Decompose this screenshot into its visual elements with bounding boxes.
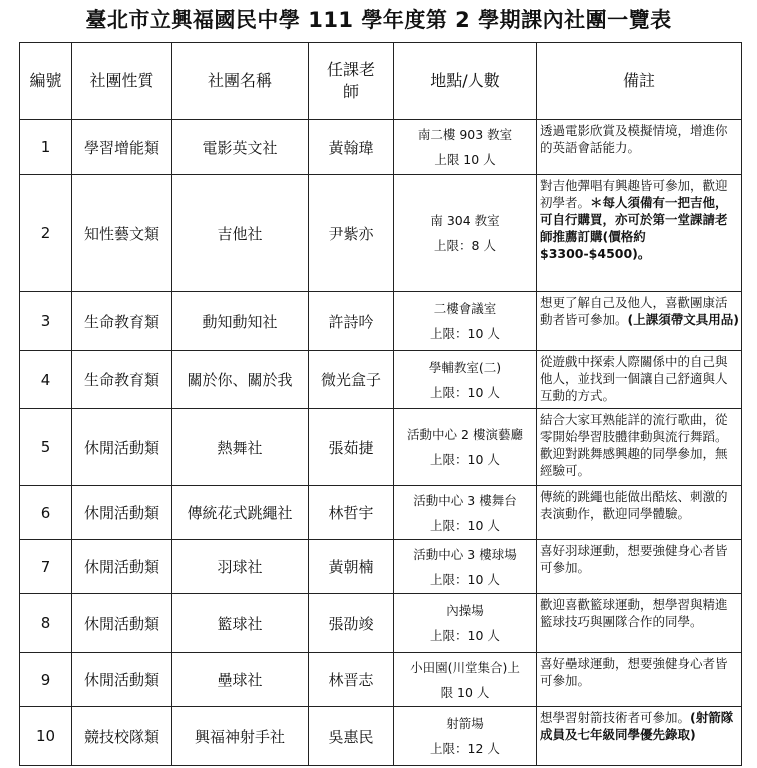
club-number: 9 [20,653,72,707]
location-text: 南 304 教室 [430,213,500,228]
capacity-text: 上限：10 人 [430,517,500,533]
capacity-text: 上限 10 人 [434,152,496,167]
club-type: 休閒活動類 [72,486,172,540]
club-type: 休閒活動類 [72,540,172,594]
table-row [20,292,742,351]
club-note [537,175,742,292]
header-note: 備註 [537,43,742,120]
club-number: 10 [20,707,72,766]
location-text: 活動中心 2 樓演藝廳 [407,427,523,442]
note-text: 結合大家耳熟能詳的流行歌曲，從零開始學習肢體律動與流行舞蹈。歡迎對跳舞感興趣的同學參加，無經驗可。 [540,412,728,478]
note-text: 透過電影欣賞及模擬情境，增進你的英語會話能力。 [540,123,728,155]
club-number: 3 [20,292,72,351]
club-location [394,292,537,351]
club-note [537,351,742,409]
club-type: 生命教育類 [72,351,172,409]
location-text: 小田園(川堂集合)上 [410,659,520,675]
club-name: 壘球社 [172,653,309,707]
table-row [20,540,742,594]
club-teacher: 林哲宇 [309,486,394,540]
club-type: 休閒活動類 [72,409,172,486]
club-location [394,653,537,707]
club-location [394,540,537,594]
club-name: 動知動知社 [172,292,309,351]
club-number: 8 [20,594,72,653]
location-text: 射箭場 [446,716,484,731]
note-text: 歡迎喜歡籃球運動，想學習與精進籃球技巧與團隊合作的同學。 [540,597,728,629]
club-type: 生命教育類 [72,292,172,351]
note-emphasis: (上課須帶文具用品) [627,312,739,327]
table-row [20,594,742,653]
club-type: 休閒活動類 [72,594,172,653]
table-row [20,351,742,409]
club-name: 電影英文社 [172,120,309,175]
table-row [20,707,742,766]
location-text: 活動中心 3 樓舞台 [413,492,517,508]
note-emphasis: (射箭隊成員及七年級同學優先錄取) [540,710,734,742]
club-name: 熱舞社 [172,409,309,486]
club-teacher: 吳惠民 [309,707,394,766]
club-location [394,594,537,653]
club-number: 4 [20,351,72,409]
capacity-text: 上限：8 人 [434,238,496,253]
club-note [537,409,742,486]
club-note [537,120,742,175]
club-number: 5 [20,409,72,486]
club-type: 競技校隊類 [72,707,172,766]
header-name: 社團名稱 [172,43,309,120]
header-type: 社團性質 [72,43,172,120]
capacity-text: 上限：12 人 [430,741,500,756]
capacity-text: 上限：10 人 [430,628,500,643]
capacity-text: 上限：10 人 [430,452,500,467]
table-row [20,653,742,707]
club-location [394,409,537,486]
note-text: 對吉他彈唱有興趣皆可參加，歡迎初學者。 [540,178,728,210]
location-text: 南二樓 903 教室 [417,127,513,142]
table-row [20,175,742,292]
club-teacher: 微光盒子 [309,351,394,409]
location-text: 內操場 [446,603,484,618]
note-text: 想更了解自己及他人，喜歡團康活動者皆可參加。 [540,295,728,327]
capacity-text: 上限：10 人 [430,571,500,587]
capacity-text: 限 10 人 [440,684,490,700]
club-table [19,42,742,766]
page-title: 臺北市立興福國民中學 111 學年度第 2 學期課內社團一覽表 [85,8,672,32]
capacity-text: 上限：10 人 [430,326,500,341]
note-emphasis: ＊每人須備有一把吉他，可自行購買，亦可於第一堂課請老師推薦訂購(價格約$3300-$4500)。 [540,195,728,261]
club-teacher: 張茹捷 [309,409,394,486]
club-number: 2 [20,175,72,292]
table-header-row [20,43,742,120]
club-teacher: 黃朝楠 [309,540,394,594]
note-text: 傳統的跳繩也能做出酷炫、刺激的表演動作，歡迎同學體驗。 [540,489,728,521]
club-note [537,653,742,707]
club-location [394,175,537,292]
club-number: 1 [20,120,72,175]
table-row [20,120,742,175]
club-type: 休閒活動類 [72,653,172,707]
club-note [537,292,742,351]
club-teacher: 林晋志 [309,653,394,707]
club-location [394,486,537,540]
header-num: 編號 [20,43,72,120]
club-name: 興福神射手社 [172,707,309,766]
club-type: 知性藝文類 [72,175,172,292]
club-number: 6 [20,486,72,540]
club-name: 籃球社 [172,594,309,653]
club-location [394,351,537,409]
club-teacher: 黃翰瑋 [309,120,394,175]
note-text: 從遊戲中探索人際關係中的自己與他人，並找到一個讓自己舒適與人互動的方式。 [540,354,728,403]
club-teacher: 張劭竣 [309,594,394,653]
note-text: 想學習射箭技術者可參加。 [540,710,691,725]
club-teacher: 許詩吟 [309,292,394,351]
header-teacher: 任課老師 [309,43,394,120]
capacity-text: 上限：10 人 [430,384,500,400]
note-text: 喜好羽球運動，想要強健身心者皆可參加。 [540,543,728,575]
club-number: 7 [20,540,72,594]
location-text: 學輔教室(二) [428,359,502,375]
header-place: 地點/人數 [394,43,537,120]
location-text: 活動中心 3 樓球場 [413,546,517,562]
club-note [537,707,742,766]
note-text: 喜好壘球運動，想要強健身心者皆可參加。 [540,656,728,688]
table-row [20,486,742,540]
club-type: 學習增能類 [72,120,172,175]
club-teacher: 尹紫亦 [309,175,394,292]
location-text: 二樓會議室 [433,301,497,316]
club-name: 羽球社 [172,540,309,594]
club-note [537,486,742,540]
club-name: 關於你、關於我 [172,351,309,409]
club-note [537,540,742,594]
table-row [20,409,742,486]
club-note [537,594,742,653]
club-name: 吉他社 [172,175,309,292]
club-location [394,120,537,175]
club-name: 傳統花式跳繩社 [172,486,309,540]
club-location [394,707,537,766]
